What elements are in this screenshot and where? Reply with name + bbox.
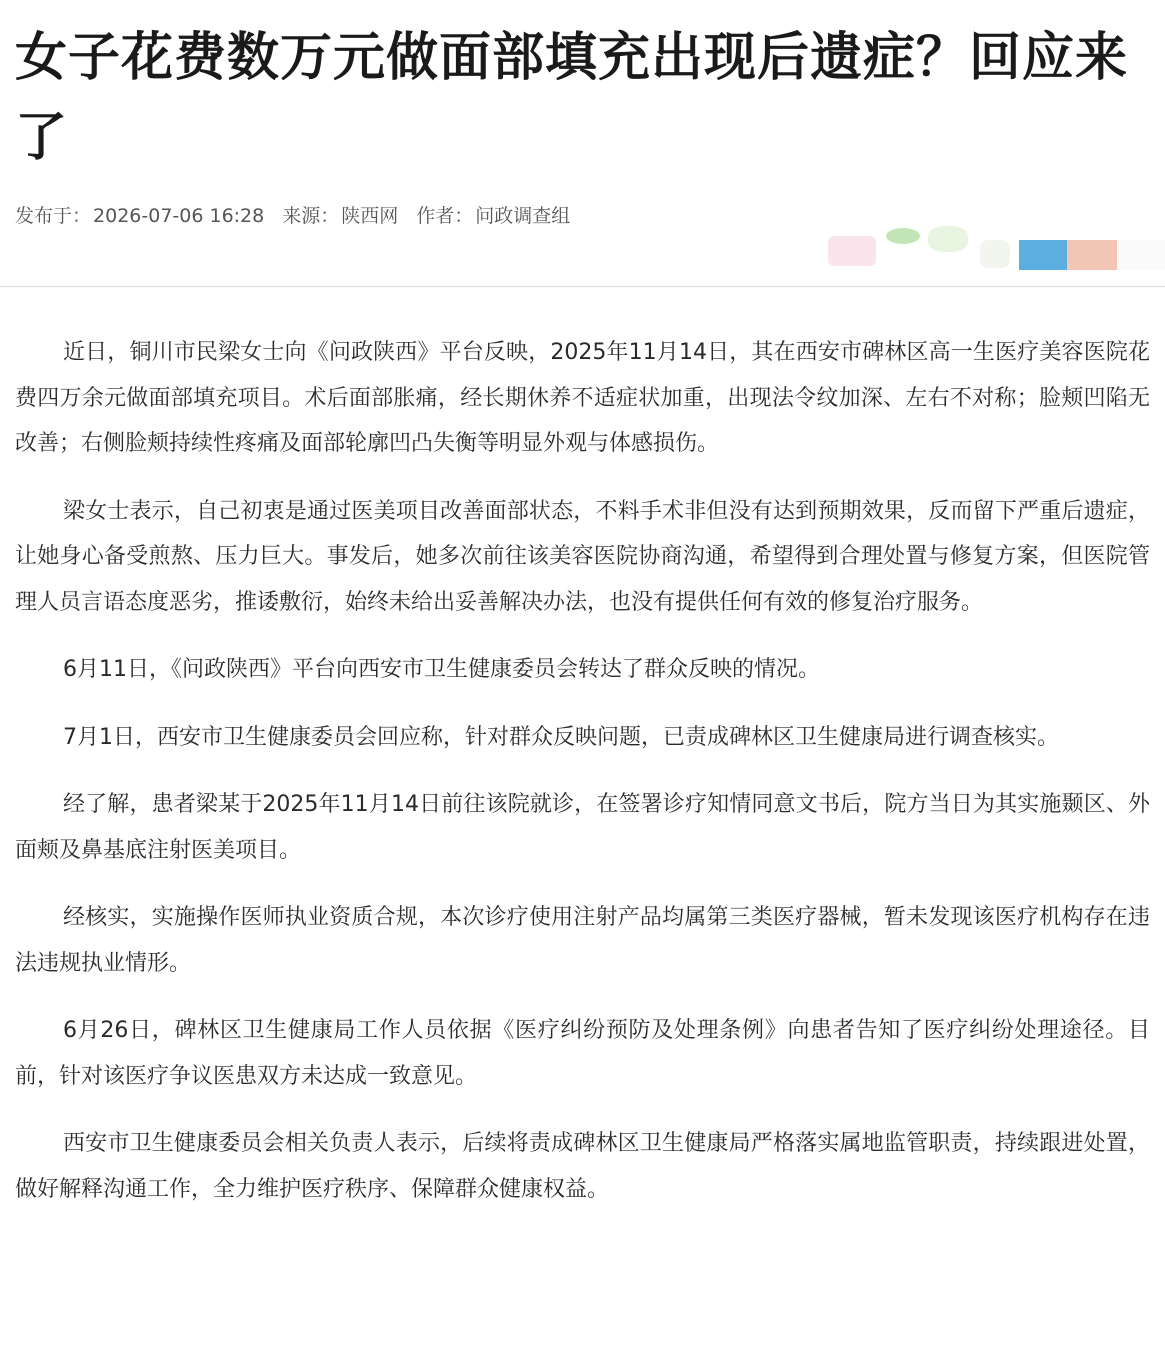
- source-label: 来源：: [282, 205, 340, 227]
- article-body: [15, 330, 1150, 1234]
- paragraph-3: 6月11日，《问政陕西》平台向西安市卫生健康委员会转达了群众反映的情况。: [63, 657, 820, 682]
- source-name[interactable]: 陕西网: [341, 205, 399, 227]
- pink-blob: [828, 236, 876, 266]
- article-title: 女子花费数万元做面部填充出现后遗症？回应来了: [15, 28, 1129, 168]
- decorative-banner-image: [820, 206, 1165, 272]
- peach-block: [1067, 240, 1117, 270]
- fade-block: [1117, 240, 1165, 270]
- paragraph-5: 经了解，患者梁某于2025年11月14日前往该院就诊，在签署诊疗知情同意文书后，院方当日为其实施颞区、外面颊及鼻基底注射医美项目。: [15, 792, 1150, 863]
- paragraph-1: 近日，铜川市民梁女士向《问政陕西》平台反映，2025年11月14日，其在西安市碑林区高一生医疗美容医院花费四万余元做面部填充项目。术后面部胀痛，经长期休养不适症状加重，出现法令纹加深、左右不对称；脸颊凹陷无改善；右侧脸颊持续性疼痛及面部轮廓凹凸失衡等明显外观与体感损伤。: [15, 340, 1150, 456]
- published-label: 发布于：: [15, 205, 92, 227]
- article-header: [0, 0, 1165, 287]
- paragraph-8: 西安市卫生健康委员会相关负责人表示，后续将责成碑林区卫生健康局严格落实属地监管职责，持续跟进处置，做好解释沟通工作，全力维护医疗秩序、保障群众健康权益。: [15, 1131, 1150, 1202]
- author-name: 问政调查组: [475, 205, 571, 227]
- pale-shape: [980, 240, 1010, 268]
- paragraph-7: 6月26日，碑林区卫生健康局工作人员依据《医疗纠纷预防及处理条例》向患者告知了医疗纠纷处理途径。目前，针对该医疗争议医患双方未达成一致意见。: [15, 1018, 1150, 1089]
- published-time: 2026-07-06 16:28: [93, 205, 265, 227]
- paragraph-4: 7月1日，西安市卫生健康委员会回应称，针对群众反映问题，已责成碑林区卫生健康局进行调查核实。: [63, 724, 1059, 750]
- green-leaf-shape: [886, 228, 920, 244]
- light-green-shape: [928, 226, 968, 252]
- paragraph-2: 梁女士表示，自己初衷是通过医美项目改善面部状态，不料手术非但没有达到预期效果，反而留下严重后遗症，让她身心备受煎熬、压力巨大。事发后，她多次前往该美容医院协商沟通，希望得到合理处置与修复方案，但医院管理人员言语态度恶劣，推诿敷衍，始终未给出妥善解决办法，也没有提供任何有效的修复治疗服务。: [15, 498, 1150, 615]
- article-meta: [15, 200, 572, 232]
- author-label: 作者：: [416, 205, 474, 227]
- blue-block: [1019, 240, 1067, 270]
- paragraph-6: 经核实，实施操作医师执业资质合规，本次诊疗使用注射产品均属第三类医疗器械，暂未发现该医疗机构存在违法违规执业情形。: [15, 905, 1150, 976]
